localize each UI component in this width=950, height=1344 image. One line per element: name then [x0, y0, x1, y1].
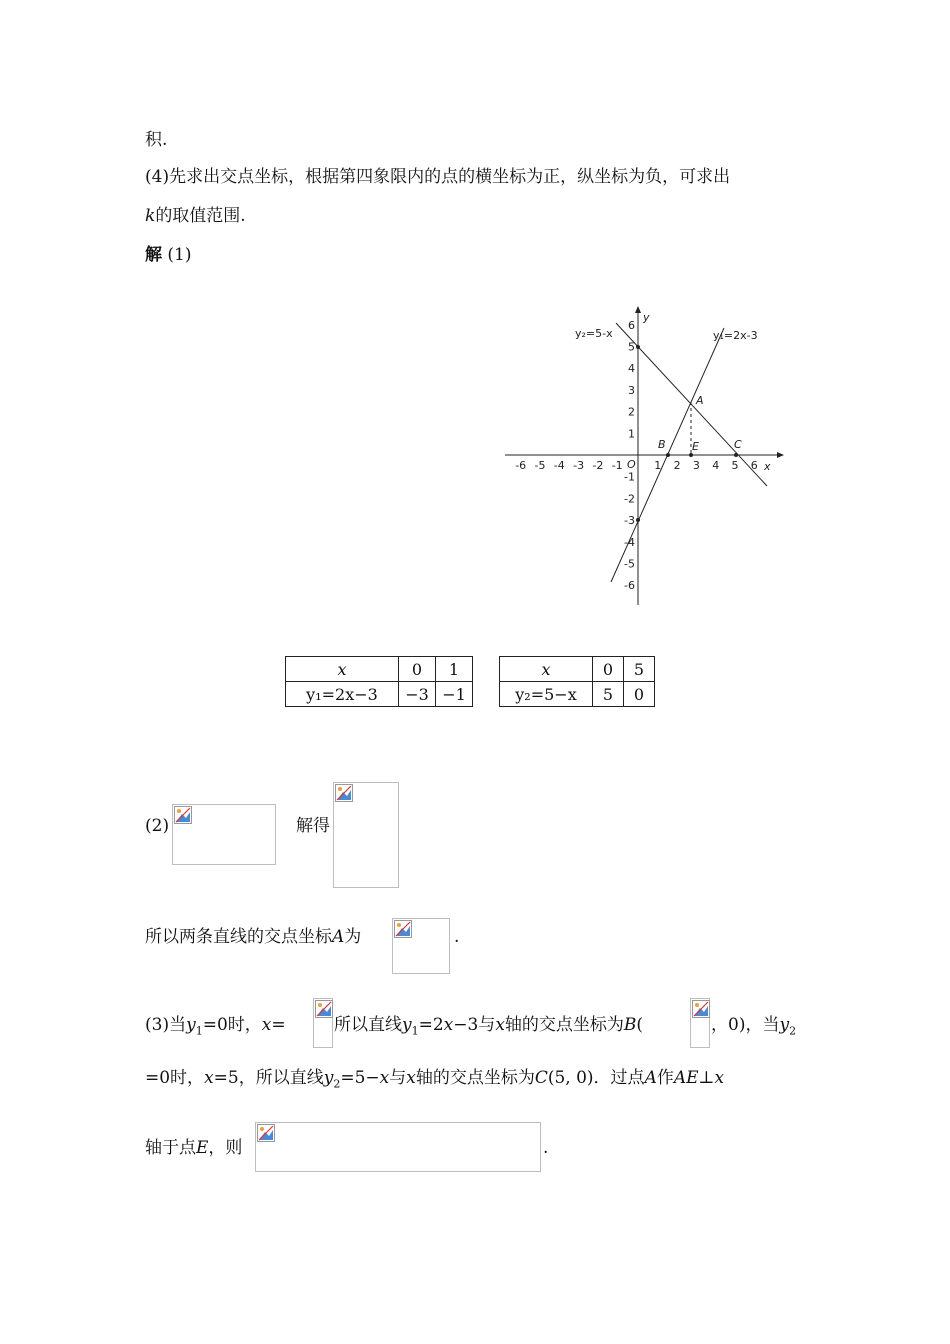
broken-image-icon	[692, 1000, 710, 1018]
solution-label: 解	[145, 245, 162, 265]
x-tick-label: 2	[673, 459, 681, 472]
var-y: y	[779, 1015, 790, 1035]
text-ji: 积.	[145, 130, 168, 150]
part-1-label: (1)	[167, 245, 192, 265]
x-axis-arrow	[777, 452, 784, 458]
value-table-y1	[285, 656, 473, 707]
sub-1: 1	[195, 1024, 203, 1038]
text-line-1	[145, 128, 167, 152]
x-tick-label: 1	[654, 459, 662, 472]
sub-2: 2	[333, 1077, 341, 1091]
sub-1: 1	[411, 1024, 419, 1038]
broken-image-area	[255, 1122, 541, 1172]
table-cell: x	[500, 657, 593, 682]
text-p5a: 轴于点	[145, 1138, 196, 1158]
table-cell: y₂=5−x	[500, 682, 593, 707]
table-row	[500, 657, 655, 682]
y-tick-label: -1	[624, 470, 635, 484]
text-p5b: ，则	[208, 1138, 243, 1158]
label-E: E	[692, 440, 699, 453]
y-tick-label: 2	[628, 405, 635, 419]
point-B-dot	[666, 453, 670, 457]
x-tick-label: 3	[692, 459, 700, 472]
label-y-axis: y	[643, 311, 650, 324]
table-cell: −1	[436, 682, 473, 707]
var-x: x	[443, 1015, 454, 1035]
text-p4a: =0时，	[145, 1068, 205, 1088]
text-p3b: =0时，	[202, 1015, 262, 1035]
broken-image-icon	[394, 920, 412, 938]
y-tick-label: 4	[628, 362, 635, 376]
solution-heading	[145, 243, 192, 267]
part-3-line-1a	[145, 1013, 286, 1043]
text-p4c: =5−	[340, 1068, 380, 1088]
table-cell: x	[286, 657, 399, 682]
broken-image-point-A	[392, 918, 450, 974]
text-hint-4: (4)先求出交点坐标，根据第四象限内的点的横坐标为正，纵坐标为负，可求出	[145, 167, 731, 187]
label-x-axis: x	[764, 460, 771, 473]
var-x: x	[261, 1015, 272, 1035]
text-p3f: −3与	[453, 1015, 496, 1035]
label-C: C	[734, 438, 742, 451]
point-y1-intercept	[636, 518, 640, 522]
table-cell: y₁=2x−3	[286, 682, 399, 707]
part-3-line-1c	[711, 1013, 796, 1043]
var-AE: AE	[673, 1068, 699, 1088]
text-p3a: (3)当	[145, 1015, 187, 1035]
var-A: A	[332, 927, 345, 947]
point-y2-intercept	[636, 345, 640, 349]
table-cell: 0	[624, 682, 655, 707]
text-p4h: ⊥	[698, 1068, 715, 1088]
var-y: y	[323, 1068, 334, 1088]
label-y1: y₁=2x-3	[713, 329, 758, 342]
x-tick-label: 5	[731, 459, 739, 472]
y-tick-label: 5	[628, 340, 635, 354]
y-tick-label: -2	[624, 492, 635, 506]
part-2-label: (2)	[145, 816, 170, 836]
sub-2: 2	[789, 1024, 797, 1038]
text-p3h: (	[636, 1015, 644, 1035]
broken-image-B-x	[690, 998, 710, 1048]
broken-image-icon	[315, 1000, 333, 1018]
text-intersection-line	[145, 925, 361, 949]
var-x: x	[495, 1015, 505, 1035]
x-tick-label: -5	[534, 459, 546, 472]
part-3-line-1b	[334, 1013, 643, 1043]
text-k-range: 的取值范围.	[155, 206, 246, 226]
part-3-line-2	[145, 1066, 724, 1096]
var-y: y	[186, 1015, 196, 1035]
y-tick-label: 3	[628, 383, 635, 397]
table-cell: 5	[624, 657, 655, 682]
var-k: k	[145, 206, 156, 226]
broken-image-solution	[333, 782, 399, 888]
y-tick-label: -5	[624, 557, 635, 571]
text-intersection: 所以两条直线的交点坐标	[145, 927, 332, 947]
point-C-dot	[734, 453, 738, 457]
broken-image-icon	[257, 1124, 275, 1142]
broken-image-xB	[313, 998, 333, 1048]
x-tick-label: -2	[592, 459, 604, 472]
var-A: A	[644, 1068, 657, 1088]
text-jiede: 解得	[296, 816, 330, 836]
part-3-line-3	[145, 1136, 242, 1160]
x-tick-label: -6	[515, 459, 527, 472]
text-p3d: 所以直线	[334, 1015, 402, 1035]
point-E-dot	[689, 453, 693, 457]
table-cell: 0	[399, 657, 436, 682]
text-p3c: =	[271, 1015, 286, 1035]
text-p4f: (5, 0)．过点	[547, 1068, 645, 1088]
value-table-y2	[499, 656, 655, 707]
var-x: x	[379, 1068, 390, 1088]
text-p3g: 轴的交点坐标为	[504, 1015, 624, 1035]
y-tick-label: 1	[628, 427, 635, 441]
x-tick-label: -4	[553, 459, 565, 472]
x-tick-label: -1	[611, 459, 623, 472]
table-row	[286, 657, 473, 682]
x-tick-label: 6	[750, 459, 758, 472]
table-cell: 0	[593, 657, 624, 682]
label-origin: O	[627, 458, 636, 471]
text-period: .	[454, 927, 460, 947]
x-tick-label: -3	[573, 459, 585, 472]
var-x: x	[714, 1068, 725, 1088]
text-p3e: =2	[418, 1015, 444, 1035]
var-x: x	[204, 1068, 214, 1088]
text-final-period: .	[543, 1138, 549, 1158]
y-axis-arrow	[635, 306, 641, 313]
text-p4g: 作	[656, 1068, 674, 1088]
broken-image-icon	[335, 784, 353, 802]
y-tick-label: -6	[624, 579, 635, 593]
y-tick-label: -3	[624, 514, 635, 528]
var-C: C	[534, 1068, 548, 1088]
table-row	[500, 682, 655, 707]
y-tick-label: -4	[624, 535, 635, 549]
broken-image-icon	[174, 806, 192, 824]
text-p4e: 轴的交点坐标为	[415, 1068, 535, 1088]
text-p3i: ，0)，当	[711, 1015, 780, 1035]
text-p4b: =5，所以直线	[213, 1068, 324, 1088]
label-y2: y₂=5-x	[575, 327, 613, 340]
text-wei: 为	[344, 927, 362, 947]
text-line-hint-4	[145, 165, 730, 189]
label-A: A	[696, 394, 704, 407]
var-y: y	[402, 1015, 412, 1035]
var-E: E	[196, 1138, 209, 1158]
x-tick-label: 4	[712, 459, 720, 472]
var-B: B	[623, 1015, 637, 1035]
broken-image-system	[172, 804, 276, 865]
label-B: B	[658, 438, 666, 451]
table-row	[286, 682, 473, 707]
y-tick-label: 6	[628, 318, 635, 332]
table-cell: 5	[593, 682, 624, 707]
coordinate-graph	[505, 305, 785, 610]
table-cell: 1	[436, 657, 473, 682]
text-p4d: 与	[389, 1068, 407, 1088]
text-line-k-range	[145, 204, 246, 228]
table-cell: −3	[399, 682, 436, 707]
var-x: x	[406, 1068, 416, 1088]
